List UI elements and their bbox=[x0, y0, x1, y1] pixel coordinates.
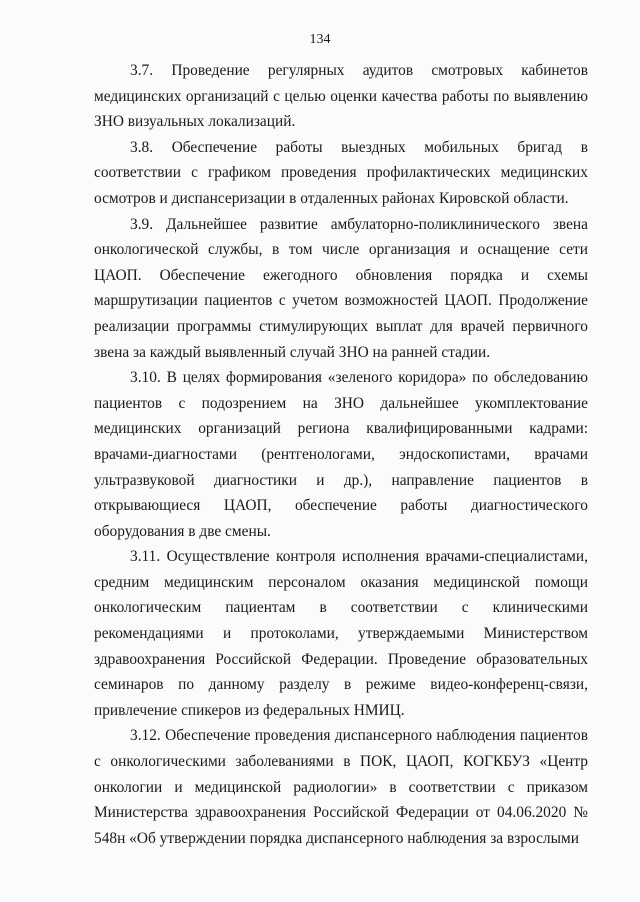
paragraph-3-7: 3.7. Проведение регулярных аудитов смотровых кабинетов медицинских организаций с целью оценки качества работы по выявлению ЗНО визуальных локализаций. bbox=[94, 62, 588, 131]
paragraph-3-8: 3.8. Обеспечение работы выездных мобильных бригад в соответствии с графиком проведения профилактических медицинских осмотров и диспансеризации в отдаленных районах Кировской области. bbox=[94, 138, 588, 207]
paragraph-3-11: 3.11. Осуществление контроля исполнения врачами-специалистами, средним медицинским персоналом оказания медицинской помощи онкологическим пациентам в соответствии с клиническими рекомендациями и протоколами, утверждаемыми Министерством здравоохранения Российской Федерации. Проведение образовательных семинаров по данному разделу в режиме видео-конференц-связи, привлечение спикеров из федеральных НМИЦ. bbox=[94, 548, 588, 719]
paragraph-3-12: 3.12. Обеспечение проведения диспансерного наблюдения пациентов с онкологическими заболеваниями в ПОК, ЦАОП, КОГКБУЗ «Центр онкологии и медицинской радиологии» в соответствии с приказом Министерства здравоохранения Российской Федерации от 04.06.2020 № 548н «Об утверждении порядка диспансерного наблюдения за взрослыми bbox=[94, 727, 588, 847]
paragraph-3-9: 3.9. Дальнейшее развитие амбулаторно-поликлинического звена онкологической службы, в том числе организация и оснащение сети ЦАОП. Обеспечение ежегодного обновления порядка и схемы маршрутизации пациентов с учетом возможностей ЦАОП. Продолжение реализации программы стимулирующих выплат для врачей первичного звена за каждый выявленный случай ЗНО на ранней стадии. bbox=[94, 215, 588, 361]
page-number: 134 bbox=[309, 32, 331, 47]
document-body bbox=[94, 58, 588, 851]
paragraph-3-10: 3.10. В целях формирования «зеленого коридора» по обследованию пациентов с подозрением на ЗНО дальнейшее укомплектование медицинских организаций региона квалифицированными кадрами: врачами-диагностами (рентгенологами, эндоскопистами, врачами ультразвуковой диагностики и др.), направление пациентов в открывающиеся ЦАОП, обеспечение работы диагностического оборудования в две смены. bbox=[94, 369, 588, 540]
